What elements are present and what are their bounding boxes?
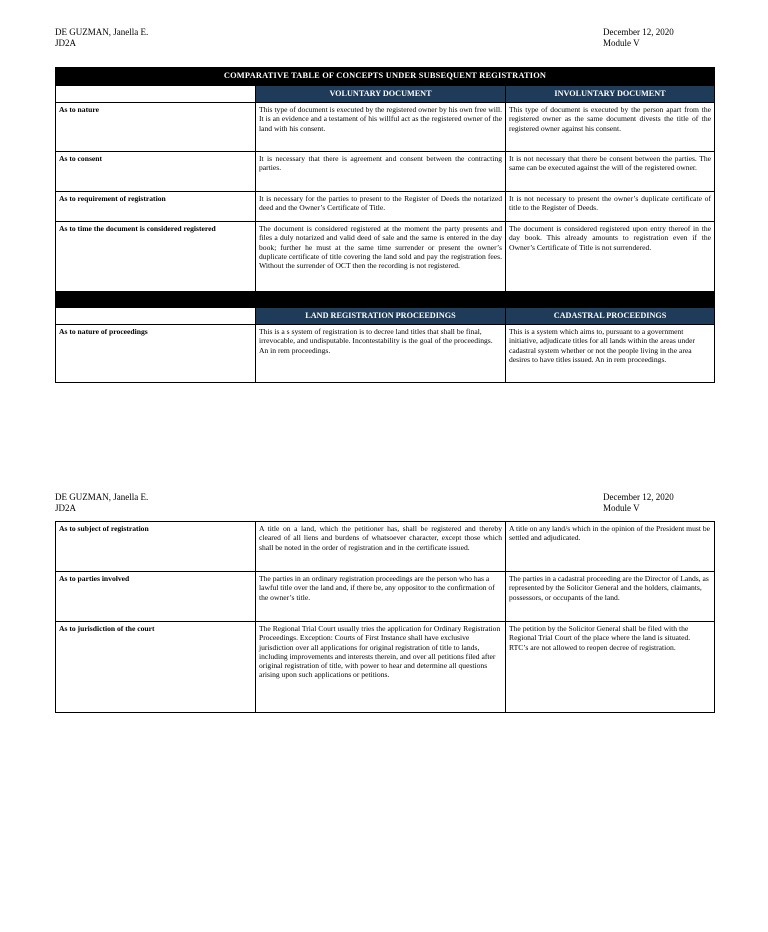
author-name: DE GUZMAN, Janella E.	[55, 492, 149, 502]
comparative-table	[55, 67, 715, 383]
table-row	[56, 325, 715, 383]
header-date: December 12, 2020	[603, 492, 674, 502]
author-section: JD2A	[55, 503, 77, 513]
table-row	[56, 103, 715, 152]
row-label: As to nature	[56, 103, 256, 152]
cell: The petition by the Solicitor General shall be filed with the Regional Trial Court of the place where the land is situated. RTC’s are not allowed to reopen decree of registration.	[506, 622, 715, 713]
cell: It is necessary that there is agreement and consent between the contracting parties.	[256, 152, 506, 192]
row-label: As to jurisdiction of the court	[56, 622, 256, 713]
column-header: LAND REGISTRATION PROCEEDINGS	[256, 308, 506, 325]
empty-header-cell	[56, 86, 256, 103]
table-row	[56, 622, 715, 713]
row-label: As to consent	[56, 152, 256, 192]
cell: The parties in a cadastral proceeding are the Director of Lands, as represented by the Solicitor General and the holders, claimants, possessors, or occupants of the land.	[506, 572, 715, 622]
cell: The parties in an ordinary registration proceedings are the person who has a lawful title over the land and, if there be, any oppositor to the confirmation of the owner’s title.	[256, 572, 506, 622]
row-label: As to subject of registration	[56, 522, 256, 572]
row-label: As to requirement of registration	[56, 192, 256, 222]
cell: This is a s system of registration is to decree land titles that shall be final, irrevocable, and undisputable. Incontestability is the goal of the proceedings. An in rem proceedings.	[256, 325, 506, 383]
header-date: December 12, 2020	[603, 27, 674, 37]
cell: It is not necessary to present the owner’s duplicate certificate of title to the Register of Deeds.	[506, 192, 715, 222]
comparative-table-continued	[55, 521, 715, 713]
table-row	[56, 572, 715, 622]
column-header: CADASTRAL PROCEEDINGS	[506, 308, 715, 325]
row-label: As to nature of proceedings	[56, 325, 256, 383]
column-header: INVOLUNTARY DOCUMENT	[506, 86, 715, 103]
cell: It is necessary for the parties to present to the Register of Deeds the notarized deed and the Owner’s Certificate of Title.	[256, 192, 506, 222]
table-row	[56, 152, 715, 192]
cell: The document is considered registered upon entry thereof in the day book. This already amounts to registration even if the Owner’s Certificate of Title is not surrendered.	[506, 222, 715, 292]
cell: This type of document is executed by the registered owner by his own free will. It is an evidence and a testament of his willful act as the registered owner of the land with his consent.	[256, 103, 506, 152]
column-header-row	[56, 86, 715, 103]
empty-header-cell	[56, 308, 256, 325]
cell: A title on any land/s which in the opinion of the President must be settled and adjudicated.	[506, 522, 715, 572]
table-row	[56, 222, 715, 292]
column-header: VOLUNTARY DOCUMENT	[256, 86, 506, 103]
header-module: Module V	[603, 503, 640, 513]
cell: The document is considered registered at the moment the party presents and files a duly notarized and valid deed of sale and the same is entered in the day book; further he must at the same time surrender or present the owner’s duplicate certificate of title covering the land sold and pay the registration fees. Without the surrender of OCT then the recording is not registered.	[256, 222, 506, 292]
cell: The Regional Trial Court usually tries the application for Ordinary Registration Proceedings. Exception: Courts of First Instance shall have exclusive jurisdiction over all applications for original registration of title to lands, including improvements and interests therein, and over all petitions filed after original registration of title, with power to hear and determine all questions arising upon such applications or petitions.	[256, 622, 506, 713]
cell: This is a system which aims to, pursuant to a government initiative, adjudicate titles for all lands within the areas under cadastral system whether or not the people living in the area desires to have titles issued. An in rem proceedings.	[506, 325, 715, 383]
section-divider	[56, 292, 715, 308]
table-row	[56, 192, 715, 222]
header-module: Module V	[603, 38, 640, 48]
cell: This type of document is executed by the person apart from the registered owner as the same document divests the title of the registered owner against his consent.	[506, 103, 715, 152]
author-name: DE GUZMAN, Janella E.	[55, 27, 149, 37]
table-title-row	[56, 68, 715, 86]
author-section: JD2A	[55, 38, 77, 48]
column-header-row	[56, 308, 715, 325]
cell: A title on a land, which the petitioner has, shall be registered and thereby cleared of all liens and burdens of whatsoever character, except those which shall be noted in the order of registration and in the certificate issued.	[256, 522, 506, 572]
row-label: As to time the document is considered registered	[56, 222, 256, 292]
row-label: As to parties involved	[56, 572, 256, 622]
table-title: COMPARATIVE TABLE OF CONCEPTS UNDER SUBSEQUENT REGISTRATION	[56, 68, 715, 86]
table-row	[56, 522, 715, 572]
cell: It is not necessary that there be consent between the parties. The same can be executed against the will of the registered owner.	[506, 152, 715, 192]
